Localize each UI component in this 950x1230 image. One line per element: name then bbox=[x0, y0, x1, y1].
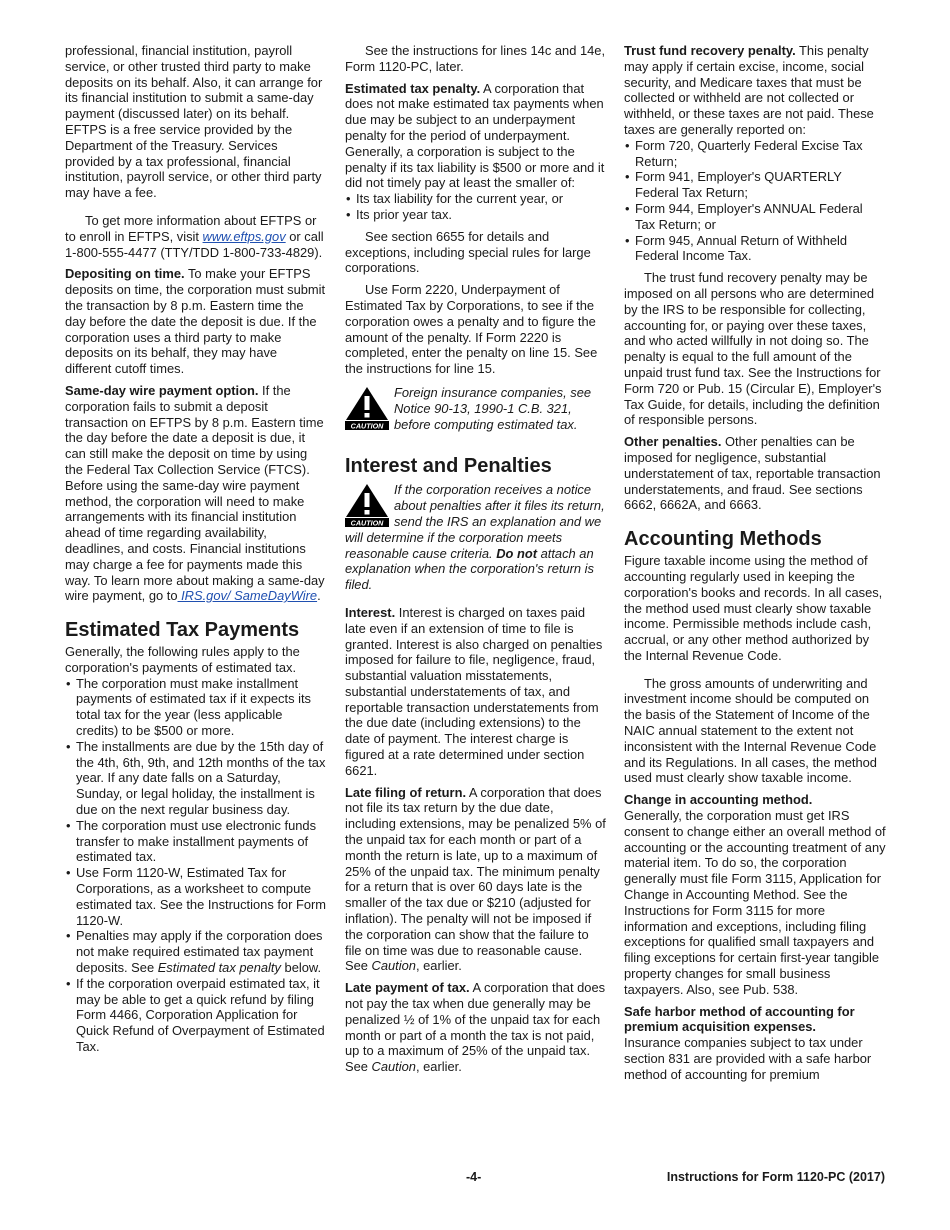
late-payment-paragraph: Late payment of tax. A corporation that does not pay the tax when due generally may be penalized ½ of 1% of the unpaid tax for each month or part of a month the tax is not paid, up to a maximum of 25% of the unpaid tax. See Caution, earlier. bbox=[345, 980, 606, 1075]
list-item: • Its prior year tax. bbox=[345, 207, 607, 223]
caution-icon bbox=[345, 483, 389, 527]
trust-fund-persons-paragraph: The trust fund recovery penalty may be imposed on all persons who are determined by the IRS to be responsible for collecting, accounting for, or paying over these taxes, and who acted willfully in not doing so. The penalty is equal to the full amount of the unpaid trust fund tax. See the Instructions for Form 720 or Pub. 15 (Circular E), Employer's Tax Guide, for details, including the definition of responsible persons. bbox=[624, 270, 882, 428]
depositing-on-time-paragraph: Depositing on time. To make your EFTPS deposits on time, the corporation must submit the transaction by 8 p.m. Eastern time the day before the date the deposit is due. If the corporation uses a third party to make deposits on its behalf, they may have different cutoff times. bbox=[65, 266, 326, 377]
section-6655-paragraph: See section 6655 for details and exceptions, including special rules for large corporations. bbox=[345, 228, 591, 276]
change-accounting-heading: Change in accounting method. bbox=[624, 792, 813, 808]
estimated-tax-penalty-paragraph: Estimated tax penalty. A corporation that does not make estimated tax payments when due may be subject to an underpayment penalty for the period of underpayment. Generally, a corporation is subject to the penalty if its tax liability is $500 or more and it did not timely pay at least the smaller of: bbox=[345, 80, 605, 191]
eftps-info-paragraph: To get more information about EFTPS or to enroll in EFTPS, visit www.eftps.gov or call 1-800-555-4477 (TTY/TDD 1-800-733-4829). bbox=[65, 212, 324, 260]
list-item: • Its tax liability for the current year, or bbox=[345, 191, 607, 207]
late-payment-heading: Late payment of tax. bbox=[345, 980, 470, 996]
page-number: -4- bbox=[466, 1170, 482, 1184]
safe-harbor-paragraph: Safe harbor method of accounting for premium acquisition expenses. Insurance companies subject to tax under section 831 are provided with a safe harbor method of accounting for premium bbox=[624, 1004, 886, 1083]
list-item: • The installments are due by the 15th day of the 4th, 6th, 9th, and 12th months of the tax year. If any date falls on a Saturday, Sunday, or legal holiday, the installment is due on the next regular business day. bbox=[65, 739, 327, 818]
change-accounting-paragraph: Change in accounting method. Generally, the corporation must get IRS consent to change either an overall method of accounting or the accounting treatment of any material item. To do so, the corporation generally must file Form 3115, Application for Change in Accounting Method. See the Instructions for Form 3115 for more information and exceptions, including filing exceptions for qualified small taxpayers and filing exceptions for certain first-year tangible property changes for small business taxpayers. Also, see Pub. 538. bbox=[624, 792, 886, 997]
gross-amounts-paragraph: The gross amounts of underwriting and investment income should be computed on the basis of the Statement of Income of the NAIC annual statement to the extent not inconsistent with the Internal Revenue Code and its Regulations. In all cases, the method used must clearly show taxable income. bbox=[624, 675, 877, 786]
interest-heading: Interest. bbox=[345, 604, 396, 620]
caution-note-foreign-insurance bbox=[345, 385, 607, 432]
other-penalties-heading: Other penalties. bbox=[624, 434, 722, 450]
see-lines-paragraph: See the instructions for lines 14c and 14e, Form 1120-PC, later. bbox=[345, 43, 606, 74]
same-day-wire-heading: Same-day wire payment option. bbox=[65, 382, 259, 398]
safe-harbor-heading: Safe harbor method of accounting for premium acquisition expenses. bbox=[624, 1003, 855, 1035]
trust-fund-heading: Trust fund recovery penalty. bbox=[624, 43, 796, 58]
column-1 bbox=[65, 43, 327, 1061]
caution-label: CAUTION bbox=[350, 421, 384, 430]
caution-text: Foreign insurance companies, see Notice 90-13, 1990-1 C.B. 321, before computing estimated tax. bbox=[394, 384, 592, 432]
trust-fund-paragraph: Trust fund recovery penalty. This penalty may apply if certain excise, income, social security, and Medicare taxes that must be collected or withheld are not collected or withheld, or these taxes are not paid. These taxes are generally reported on: bbox=[624, 43, 874, 137]
list-item: • Form 945, Annual Return of Withheld Federal Income Tax. bbox=[624, 233, 886, 265]
list-item: • Use Form 1120-W, Estimated Tax for Corporations, as a worksheet to compute estimated tax. See the Instructions for Form 1120-W. bbox=[65, 865, 327, 928]
penalty-smaller-of-list bbox=[345, 191, 607, 223]
column-3 bbox=[624, 43, 886, 1089]
estimated-tax-penalty-heading: Estimated tax penalty. bbox=[345, 80, 481, 96]
list-item: • Form 720, Quarterly Federal Excise Tax Return; bbox=[624, 138, 886, 170]
same-day-wire-link[interactable]: IRS.gov/ SameDayWire bbox=[177, 588, 318, 604]
form-2220-paragraph: Use Form 2220, Underpayment of Estimated Tax by Corporations, to see if the corporation owes a penalty and to figure the amount of the penalty. If Form 2220 is completed, enter the penalty on line 15. See the instructions for line 15. bbox=[345, 282, 598, 377]
eftps-continued-paragraph: professional, financial institution, payroll service, or other trusted third party to make deposits on its behalf. Also, it can arrange for its financial institution to submit a same-day payment (discussed later) on its behalf. EFTPS is a free service provided by the Department of the Treasury. Services provided by a tax professional, financial institution, payroll service, or other third party may have a fee. bbox=[65, 43, 323, 201]
interest-and-penalties-heading: Interest and Penalties bbox=[345, 455, 552, 478]
list-item: • Form 941, Employer's QUARTERLY Federal Tax Return; bbox=[624, 169, 886, 201]
same-day-wire-paragraph: Same-day wire payment option. If the corporation fails to submit a deposit transaction on EFTPS by 8 p.m. Eastern time the day before the date a deposit is due, it can still make the deposit on time by using the Federal Tax Collection Service (FTCS). Before using the same-day wire payment method, the corporation will need to make arrangements with its financial institution ahead of time regarding availability, deadlines, and costs. Financial institutions may charge a fee for payments made this way. To learn more about making a same-day wire payment, go to IRS.gov/ SameDayWire. bbox=[65, 382, 325, 604]
list-item: • If the corporation overpaid estimated tax, it may be able to get a quick refund by filing Form 4466, Corporation Application for Quick Refund of Overpayment of Estimated Tax. bbox=[65, 976, 327, 1055]
estimated-tax-rules-list bbox=[65, 676, 327, 1055]
interest-paragraph: Interest. Interest is charged on taxes paid late even if an extension of time to file is granted. Interest is also charged on penalties imposed for failure to file, negligence, fraud, substantial valuation misstatements, substantial understatements of tax, and reportable transaction understatements from the due date (including extensions) to the date of payment. The interest charge is figured at a rate determined under section 6621. bbox=[345, 604, 603, 778]
late-filing-paragraph: Late filing of return. A corporation that does not file its tax return by the due date, including extensions, may be penalized 5% of the unpaid tax for each month or part of a month the return is late, up to a maximum of 25% of the unpaid tax. The minimum penalty for a return that is over 60 days late is the smaller of the tax due or $210 (adjusted for inflation). The penalty will not be imposed if the corporation can show that the failure to file on time was due to reasonable cause. See Caution, earlier. bbox=[345, 784, 606, 974]
other-penalties-paragraph: Other penalties. Other penalties can be imposed for negligence, substantial understatement of tax, reportable transaction understatements, and fraud. See sections 6662, 6662A, and 6663. bbox=[624, 434, 881, 513]
caution-label: CAUTION bbox=[350, 518, 384, 528]
trust-fund-forms-list bbox=[624, 138, 886, 264]
caution-icon bbox=[345, 386, 389, 430]
list-item: • Form 944, Employer's ANNUAL Federal Tax Return; or bbox=[624, 201, 886, 233]
depositing-on-time-heading: Depositing on time. bbox=[65, 266, 185, 282]
list-item: • The corporation must use electronic funds transfer to make installment payments of estimated tax. bbox=[65, 818, 327, 865]
estimated-tax-payments-heading: Estimated Tax Payments bbox=[65, 619, 300, 642]
form-title-footer: Instructions for Form 1120-PC (2017) bbox=[666, 1170, 885, 1184]
list-item: • The corporation must make installment payments of estimated tax if it expects its total tax for the year (less applicable credits) to be $500 or more. bbox=[65, 676, 327, 739]
caution-note-penalty-notice: CAUTION If the corporation receives a notice about penalties after it files its return, send the IRS an explanation and we will determine if the corporation meets reasonable cause criteria. Do not attach an explanation when the corporation's return is filed. bbox=[345, 482, 605, 593]
accounting-methods-heading: Accounting Methods bbox=[624, 528, 822, 551]
list-item: • Penalties may apply if the corporation does not make required estimated tax payment deposits. See Estimated tax penalty below. bbox=[65, 928, 327, 975]
column-2 bbox=[345, 43, 607, 1081]
eftps-link[interactable]: www.eftps.gov bbox=[202, 228, 286, 244]
accounting-methods-paragraph: Figure taxable income using the method of accounting regularly used in keeping the corporation's books and records. In all cases, the method used must clearly show taxable income. Permissible methods include cash, accrual, or any other method authorized by the Internal Revenue Code. bbox=[624, 553, 883, 663]
late-filing-heading: Late filing of return. bbox=[345, 784, 467, 800]
estimated-tax-intro: Generally, the following rules apply to the corporation's payments of estimated tax. bbox=[65, 644, 300, 675]
